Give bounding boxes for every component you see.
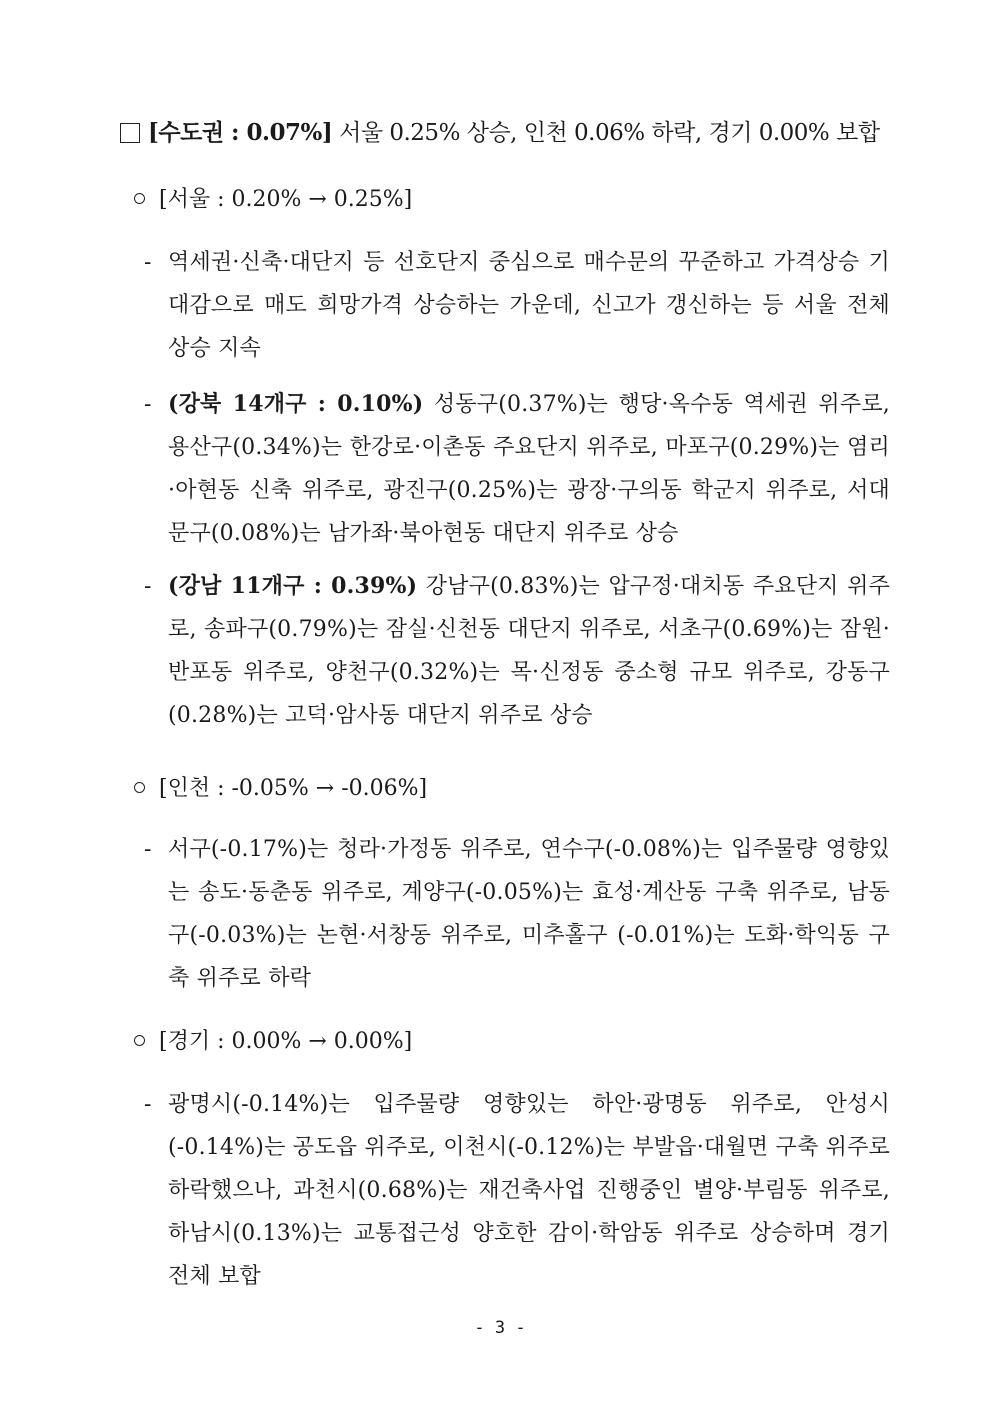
subheading-incheon-title: [인천 : -0.05% → -0.06%] xyxy=(159,776,428,801)
subheading-gyeonggi xyxy=(134,1025,412,1059)
circle-bullet-icon xyxy=(134,1035,145,1046)
subheading-incheon xyxy=(134,772,427,806)
checkbox-icon xyxy=(120,123,140,143)
subheading-seoul xyxy=(134,183,412,217)
dash-icon: - xyxy=(144,574,152,599)
dash-icon: - xyxy=(144,1092,152,1117)
bullet-text: 광명시(-0.14%)는 입주물량 영향있는 하안·광명동 위주로, 안성시 (-0.14%)는 공도읍 위주로, 이천시(-0.12%)는 부발읍·대월면 구축 위주로 하락했으나, 과천시(0.68%)는 재건축사업 진행중인 별양·부림동 위주로, 하남시(0.13%)는 교통접근성 양호한 감이·학암동 위주로 상승하며 경기 전체 보합 xyxy=(168,1092,890,1289)
bullet-bold: (강남 11개구 : 0.39%) xyxy=(168,573,418,599)
bullet-item xyxy=(144,241,890,370)
bullet-item xyxy=(144,565,890,737)
dash-icon: - xyxy=(144,392,152,417)
heading-text: 서울 0.25% 상승, 인천 0.06% 하락, 경기 0.00% 보합 xyxy=(332,120,880,146)
bullet-text: 서구(-0.17%)는 청라·가정동 위주로, 연수구(-0.08%)는 입주물량 영향있는 송도·동춘동 위주로, 계양구(-0.05%)는 효성·계산동 구축 위주로, 남동구(-0.03%)는 논현·서창동 위주로, 미추홀구 (-0.01%)는 도화·학익동 구축 위주로 하락 xyxy=(168,837,890,991)
bullet-text: 성동구(0.37%)는 행당·옥수동 역세권 위주로, 용산구(0.34%)는 한강로·이촌동 주요단지 위주로, 마포구(0.29%)는 염리·아현동 신축 위주로, 광진구(0.25%)는 광장·구의동 학군지 위주로, 서대문구(0.08%)는 남가좌·북아현동 대단지 위주로 상승 xyxy=(168,392,890,546)
bullet-text: 역세권·신축·대단지 등 선호단지 중심으로 매수문의 꾸준하고 가격상승 기대감으로 매도 희망가격 상승하는 가운데, 신고가 갱신하는 등 서울 전체 상승 지속 xyxy=(168,250,890,361)
subheading-gyeonggi-title: [경기 : 0.00% → 0.00%] xyxy=(159,1029,413,1054)
section-heading xyxy=(120,116,900,150)
circle-bullet-icon xyxy=(134,782,145,793)
bullet-bold: (강북 14개구 : 0.10%) xyxy=(168,391,424,417)
heading-bold: [수도권 : 0.07%] xyxy=(148,119,333,146)
page-number: - 3 - xyxy=(474,1318,526,1338)
bullet-item xyxy=(144,1083,890,1298)
circle-bullet-icon xyxy=(134,193,145,204)
bullet-item xyxy=(144,383,890,555)
bullet-text: 강남구(0.83%)는 압구정·대치동 주요단지 위주로, 송파구(0.79%)는 잠실·신천동 대단지 위주로, 서초구(0.69%)는 잠원·반포동 위주로, 양천구(0.32%)는 목·신정동 중소형 규모 위주로, 강동구(0.28%)는 고덕·암사동 대단지 위주로 상승 xyxy=(168,574,890,728)
bullet-item xyxy=(144,828,890,1000)
subheading-seoul-title: [서울 : 0.20% → 0.25%] xyxy=(159,187,413,212)
dash-icon: - xyxy=(144,837,152,862)
dash-icon: - xyxy=(144,250,152,275)
